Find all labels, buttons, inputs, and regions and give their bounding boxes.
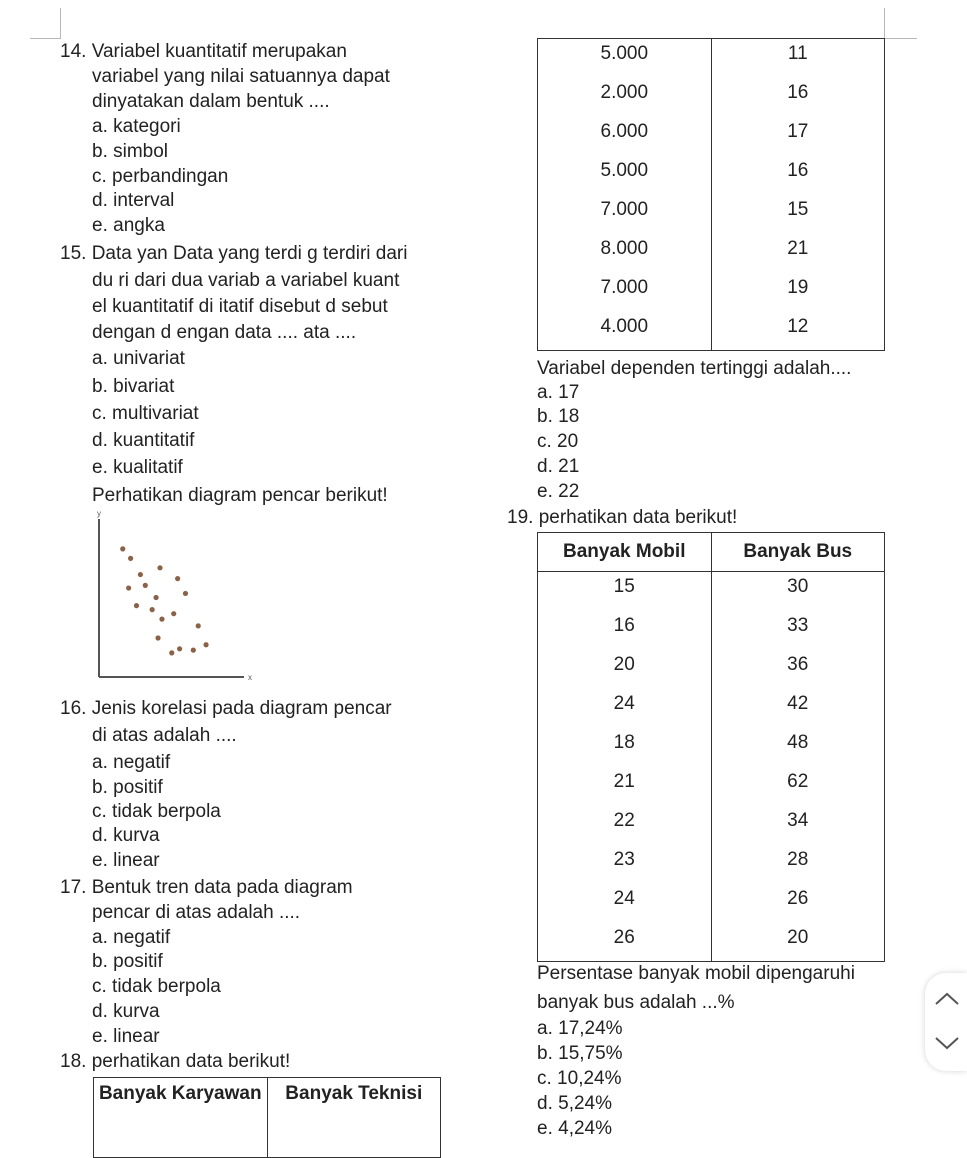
scatter-point: [143, 583, 148, 588]
option-c: c. tidak berpola: [92, 801, 221, 822]
option-c: c. tidak berpola: [92, 976, 221, 997]
scatter-point: [153, 595, 158, 600]
option-a: a. kategori: [92, 116, 181, 137]
option-e: e. angka: [92, 215, 165, 236]
table-row: [538, 884, 885, 923]
table-cell: 36: [711, 650, 885, 689]
question-17-line: 17. Bentuk tren data pada diagram: [60, 877, 353, 898]
q18-header-table: [93, 1077, 441, 1158]
scatter-points: [120, 546, 209, 655]
table-row: [538, 195, 885, 234]
scatter-point: [196, 623, 201, 628]
table-cell: 7.000: [538, 195, 712, 234]
table-cell: 19: [711, 273, 884, 312]
scatter-intro: Perhatikan diagram pencar berikut!: [92, 485, 388, 506]
option-d: d. 5,24%: [537, 1093, 612, 1114]
table-row: [538, 312, 885, 351]
option-b: b. positif: [92, 951, 163, 972]
table-row: [538, 234, 885, 273]
table-row: [538, 39, 885, 78]
table-cell: 8.000: [538, 234, 712, 273]
q18-data-table: [537, 38, 885, 351]
table-cell: 42: [711, 689, 885, 728]
question-14-line: 14. Variabel kuantitatif merupakan: [60, 41, 347, 62]
q18-question: Variabel dependen tertinggi adalah....: [537, 358, 852, 379]
table-cell: 12: [711, 312, 884, 351]
question-19-title: 19. perhatikan data berikut!: [507, 507, 738, 528]
scatter-point: [191, 648, 196, 653]
q19-col-bus: Banyak Bus: [711, 533, 885, 572]
option-d: d. 21: [537, 456, 580, 477]
scatter-point: [171, 611, 176, 616]
table-cell: 30: [711, 572, 885, 611]
table-cell: 4.000: [538, 312, 712, 351]
y-axis-label: y: [97, 509, 101, 518]
option-c: c. multivariat: [92, 403, 199, 424]
option-b: b. 15,75%: [537, 1043, 623, 1064]
option-a: a. negatif: [92, 927, 171, 948]
table-cell: 33: [711, 611, 885, 650]
option-d: d. interval: [92, 190, 175, 211]
scatter-point: [175, 576, 180, 581]
option-a: a. 17: [537, 382, 580, 403]
chevron-down-icon[interactable]: [934, 1035, 960, 1051]
option-e: e. 22: [537, 481, 580, 502]
option-b: b. bivariat: [92, 376, 175, 397]
option-b: b. 18: [537, 406, 580, 427]
option-e: e. 4,24%: [537, 1118, 612, 1139]
option-a: a. univariat: [92, 348, 185, 369]
table-cell: 34: [711, 806, 885, 845]
table-cell: 26: [538, 923, 712, 962]
option-c: c. 20: [537, 431, 579, 452]
table-row: [538, 78, 885, 117]
question-15-line: dengan d engan data .... ata ....: [92, 322, 357, 343]
scatter-point: [169, 650, 174, 655]
table-cell: 5.000: [538, 39, 712, 78]
option-e: e. kualitatif: [92, 457, 183, 478]
option-a: a. negatif: [92, 752, 171, 773]
table-cell: 7.000: [538, 273, 712, 312]
option-e: e. linear: [92, 850, 160, 871]
q19-col-mobil: Banyak Mobil: [538, 533, 712, 572]
table-cell: 22: [538, 806, 712, 845]
table-cell: 11: [711, 39, 884, 78]
table-cell: 18: [538, 728, 712, 767]
option-d: d. kurva: [92, 825, 160, 846]
table-row: [538, 923, 885, 962]
table-cell: 21: [538, 767, 712, 806]
table-row: [538, 156, 885, 195]
table-cell: 26: [711, 884, 885, 923]
scatter-point: [138, 572, 143, 577]
scatter-point: [159, 617, 164, 622]
table-row: [538, 650, 885, 689]
table-cell: 21: [711, 234, 884, 273]
chevron-up-icon[interactable]: [934, 991, 960, 1007]
table-cell: 24: [538, 689, 712, 728]
option-e: e. linear: [92, 1026, 160, 1047]
scatter-plot: [85, 505, 260, 685]
scatter-point: [128, 556, 133, 561]
table-cell: 2.000: [538, 78, 712, 117]
table-row: [538, 117, 885, 156]
option-c: c. perbandingan: [92, 166, 229, 187]
scatter-point: [157, 565, 162, 570]
table-cell: 23: [538, 845, 712, 884]
scatter-axes: [97, 509, 252, 682]
x-axis-label: x: [248, 673, 252, 682]
question-15-line: du ri dari dua variab a variabel kuant: [92, 270, 400, 291]
table-row: [538, 806, 885, 845]
q18-col-karyawan: Banyak Karyawan: [94, 1078, 268, 1158]
scatter-point: [150, 607, 155, 612]
q19-data-table: [537, 532, 885, 962]
table-row: [538, 273, 885, 312]
option-c: c. 10,24%: [537, 1068, 622, 1089]
question-14-line: variabel yang nilai satuannya dapat: [92, 66, 390, 87]
option-b: b. simbol: [92, 141, 169, 162]
table-row: [538, 572, 885, 611]
table-cell: 48: [711, 728, 885, 767]
table-row: [538, 611, 885, 650]
table-cell: 16: [538, 611, 712, 650]
table-row: [538, 845, 885, 884]
table-cell: 17: [711, 117, 884, 156]
question-18-title: 18. perhatikan data berikut!: [60, 1051, 291, 1072]
table-cell: 20: [711, 923, 885, 962]
question-16-line: di atas adalah ....: [92, 725, 237, 746]
option-d: d. kurva: [92, 1001, 160, 1022]
table-cell: 15: [711, 195, 884, 234]
table-row: [538, 689, 885, 728]
page-corner-mark-left: [30, 8, 61, 39]
scatter-point: [203, 642, 208, 647]
table-cell: 5.000: [538, 156, 712, 195]
table-cell: 15: [538, 572, 712, 611]
scatter-point: [183, 591, 188, 596]
table-cell: 20: [538, 650, 712, 689]
q18-col-teknisi: Banyak Teknisi: [267, 1078, 440, 1158]
question-15-line: el kuantitatif di itatif disebut d sebut: [92, 296, 388, 317]
table-cell: 28: [711, 845, 885, 884]
scatter-point: [126, 585, 131, 590]
page-corner-mark-right: [884, 8, 917, 39]
scatter-point: [155, 635, 160, 640]
page-nav: [925, 973, 967, 1071]
option-a: a. 17,24%: [537, 1018, 623, 1039]
q19-question-line: banyak bus adalah ...%: [537, 992, 735, 1013]
question-15-line: 15. Data yan Data yang terdi g terdiri dari: [60, 243, 408, 264]
option-d: d. kuantitatif: [92, 430, 195, 451]
question-14-line: dinyatakan dalam bentuk ....: [92, 91, 330, 112]
q19-question-line: Persentase banyak mobil dipengaruhi: [537, 963, 855, 984]
question-16-line: 16. Jenis korelasi pada diagram pencar: [60, 698, 392, 719]
table-cell: 16: [711, 78, 884, 117]
table-cell: 16: [711, 156, 884, 195]
scatter-point: [177, 646, 182, 651]
table-cell: 24: [538, 884, 712, 923]
table-row: [538, 767, 885, 806]
scatter-point: [120, 546, 125, 551]
scatter-point: [134, 603, 139, 608]
table-cell: 62: [711, 767, 885, 806]
option-b: b. positif: [92, 777, 163, 798]
table-row: [538, 728, 885, 767]
question-17-line: pencar di atas adalah ....: [92, 902, 301, 923]
table-cell: 6.000: [538, 117, 712, 156]
